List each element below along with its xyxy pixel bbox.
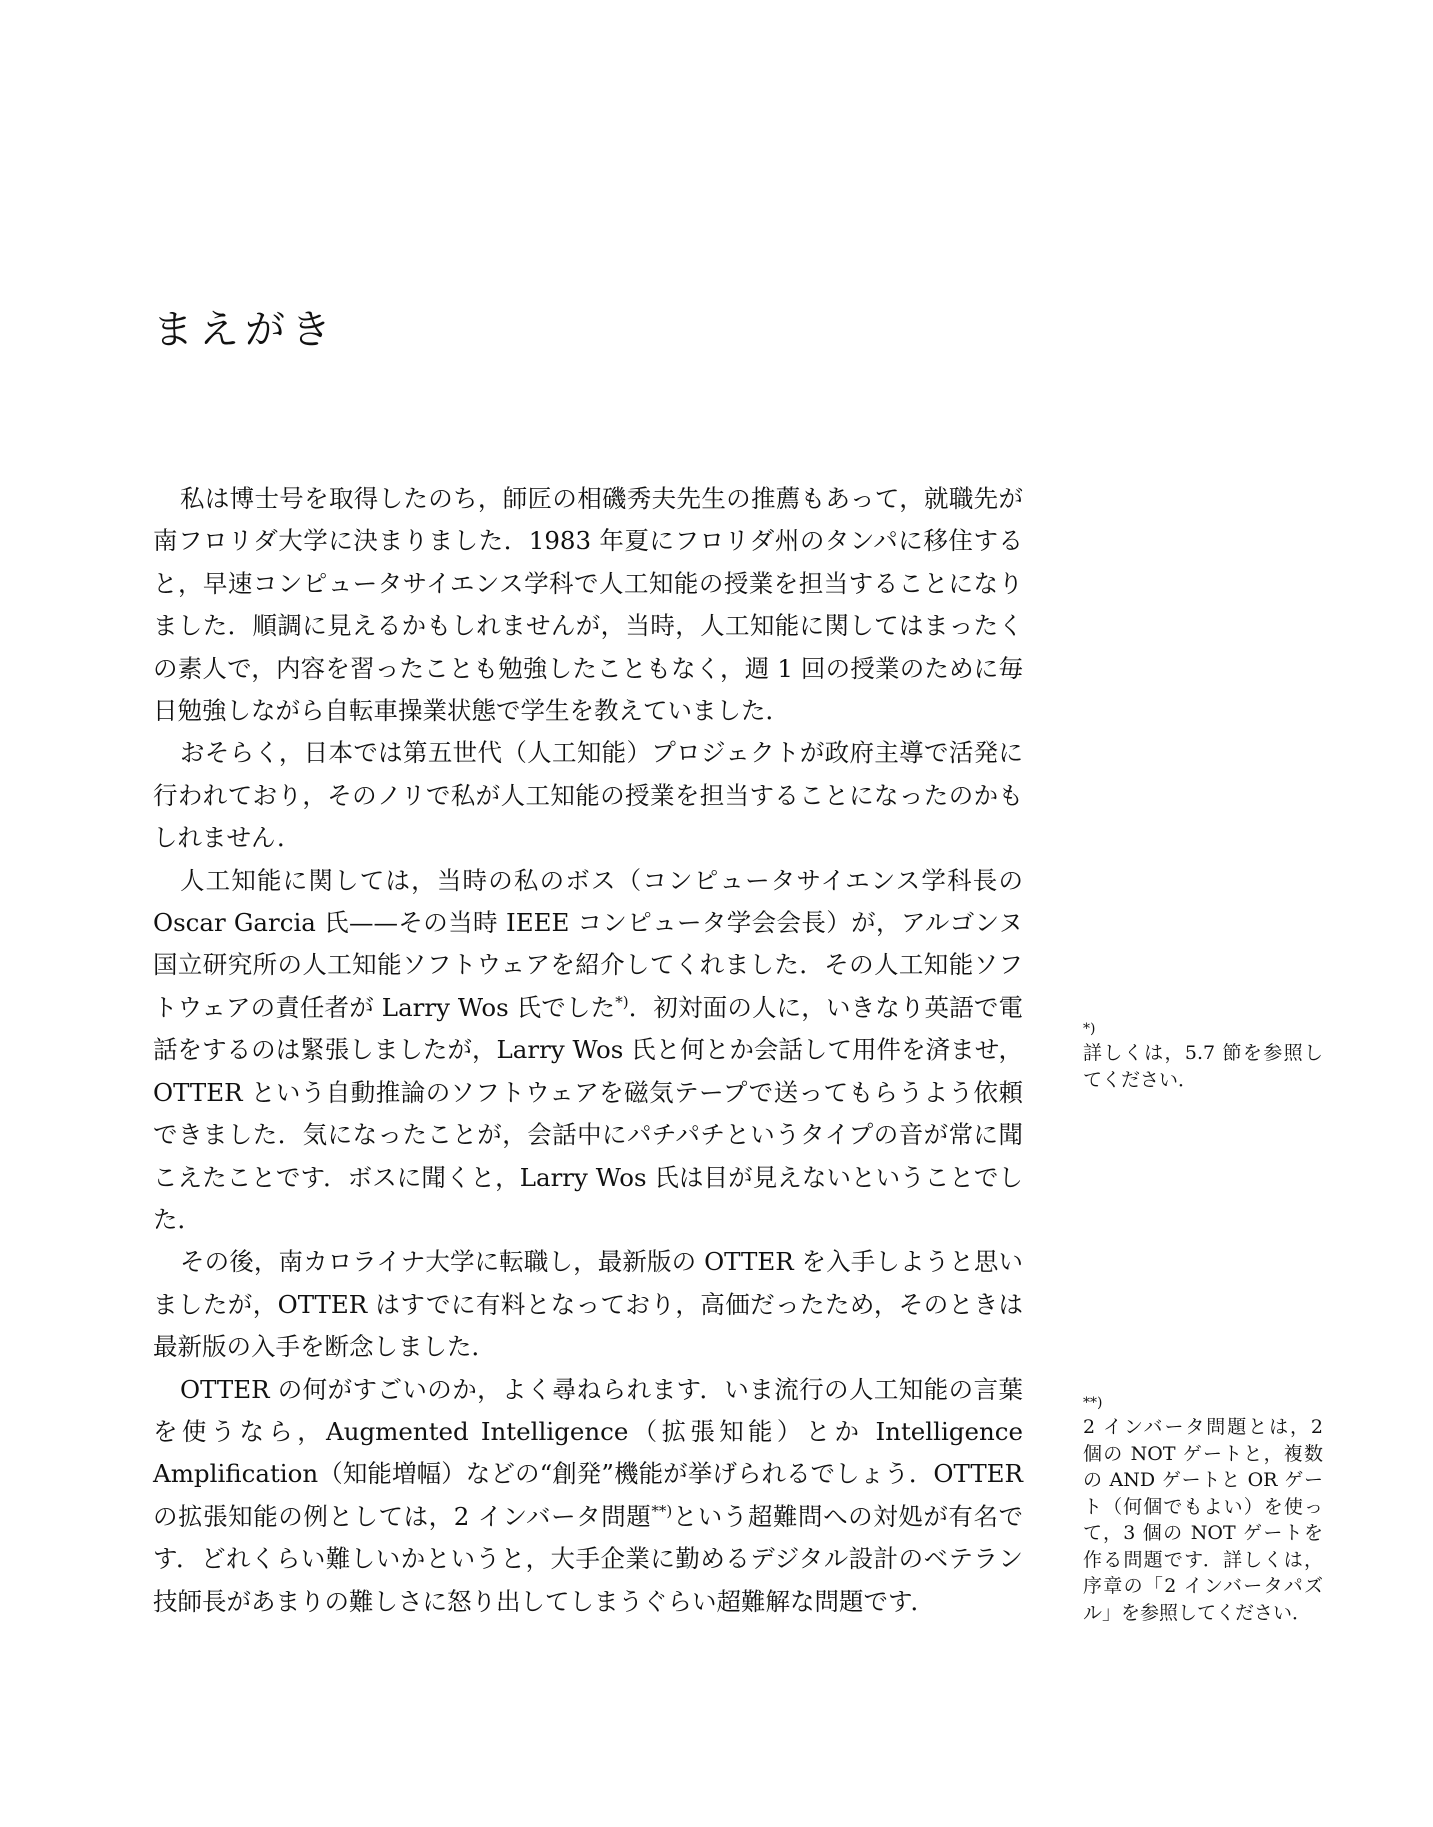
paragraph-3 xyxy=(153,860,1023,1242)
body-text xyxy=(153,478,1023,1623)
paragraph-3-text-before: 人工知能に関しては，当時の私のボス（コンピュータサイエンス学科長のOscar Garcia 氏——その当時 IEEE コンピュータ学会会長）が，アルゴンヌ国立研究所の人工知能ソフトウェアを紹介してくれました．その人工知能ソフトウェアの責任者が Larry Wos 氏でした xyxy=(153,865,1023,1022)
sidenote-mark: **) xyxy=(1083,1395,1103,1411)
paragraph-5-text-after: という超難問への対処が有名です．どれくらい難しいかというと，大手企業に勤めるデジタル設計のベテラン技師長があまりの難しさに怒り出してしまうぐらい超難解な問題です． xyxy=(153,1501,1023,1616)
paragraph-5 xyxy=(153,1369,1023,1623)
sidenote-mark: *) xyxy=(1083,1021,1096,1037)
sidenote-2 xyxy=(1083,1392,1323,1626)
paragraph-4: その後，南カロライナ大学に転職し，最新版の OTTER を入手しようと思いましたが，OTTER はすでに有料となっており，高価だったため，そのときは最新版の入手を断念しました． xyxy=(153,1247,1023,1362)
paragraph-5-text-before: OTTER の何がすごいのか，よく尋ねられます．いま流行の人工知能の言葉を使うなら，Augmented Intelligence（拡張知能）とか Intelligence Amplification（知能増幅）などの“創発”機能が挙げられるでしょう．OTTER の拡張知能の例としては，2 インバータ問題 xyxy=(153,1374,1023,1531)
paragraph-2: おそらく，日本では第五世代（人工知能）プロジェクトが政府主導で活発に行われており，そのノリで私が人工知能の授業を担当することになったのかもしれません． xyxy=(153,738,1023,853)
sidenote-text: 2 インバータ問題とは，2 個の NOT ゲートと，複数の AND ゲートと OR ゲート（何個でもよい）を使って，3 個の NOT ゲートを作る問題です．詳しくは，序章の「2 インバータパズル」を参照してください． xyxy=(1083,1416,1323,1624)
footnote-ref-2: **) xyxy=(651,1501,673,1520)
sidenote-1 xyxy=(1083,1018,1323,1093)
footnote-ref-1: *) xyxy=(615,992,629,1011)
paragraph-3-text-after: ．初対面の人に，いきなり英語で電話をするのは緊張しましたが，Larry Wos 氏と何とか会話して用件を済ませ，OTTER という自動推論のソフトウェアを磁気テープで送ってもらうよう依頼できました．気になったことが，会話中にパチパチというタイプの音が常に聞こえたことです．ボスに聞くと，Larry Wos 氏は目が見えないということでした． xyxy=(153,992,1023,1234)
chapter-title: まえがき xyxy=(153,307,337,353)
sidenote-text: 詳しくは，5.7 節を参照してください． xyxy=(1083,1042,1323,1091)
paragraph-1: 私は博士号を取得したのち，師匠の相磯秀夫先生の推薦もあって，就職先が南フロリダ大学に決まりました．1983 年夏にフロリダ州のタンパに移住すると，早速コンピュータサイエンス学科で人工知能の授業を担当することになりました．順調に見えるかもしれませんが，当時，人工知能に関してはまったくの素人で，内容を習ったことも勉強したこともなく，週 1 回の授業のために毎日勉強しながら自転車操業状態で学生を教えていました． xyxy=(153,484,1023,726)
